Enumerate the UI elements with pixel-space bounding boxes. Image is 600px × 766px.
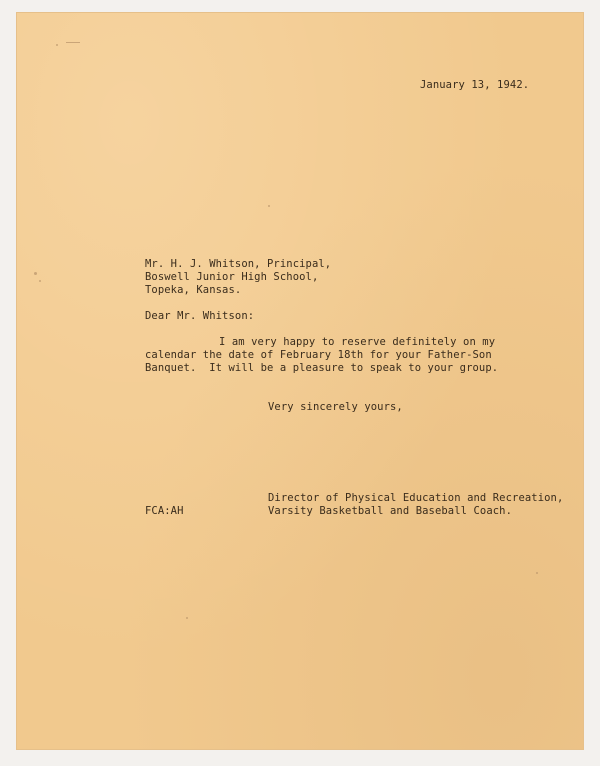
paper-fleck bbox=[536, 572, 538, 574]
body-line-3: Banquet. It will be a pleasure to speak to your group. bbox=[145, 362, 499, 374]
body-line-1: I am very happy to reserve definitely on my bbox=[219, 336, 496, 348]
paper-fleck bbox=[268, 205, 270, 207]
recipient-city-line: Topeka, Kansas. bbox=[145, 284, 242, 296]
recipient-name-line: Mr. H. J. Whitson, Principal, bbox=[145, 258, 332, 270]
signature-title-line-2: Varsity Basketball and Baseball Coach. bbox=[268, 505, 513, 517]
body-line-2: calendar the date of February 18th for your Father-Son bbox=[145, 349, 492, 361]
reference-initials: FCA:AH bbox=[145, 505, 184, 517]
letter-page bbox=[16, 12, 584, 750]
paper-fleck bbox=[39, 280, 41, 282]
signature-title-line-1: Director of Physical Education and Recreation, bbox=[268, 492, 564, 504]
recipient-school-line: Boswell Junior High School, bbox=[145, 271, 319, 283]
paper-fleck bbox=[56, 44, 58, 46]
salutation: Dear Mr. Whitson: bbox=[145, 310, 255, 322]
closing: Very sincerely yours, bbox=[268, 401, 403, 413]
paper-fleck bbox=[66, 42, 80, 43]
letter-date: January 13, 1942. bbox=[420, 79, 530, 91]
paper-fleck bbox=[34, 272, 37, 275]
paper-fleck bbox=[186, 617, 188, 619]
